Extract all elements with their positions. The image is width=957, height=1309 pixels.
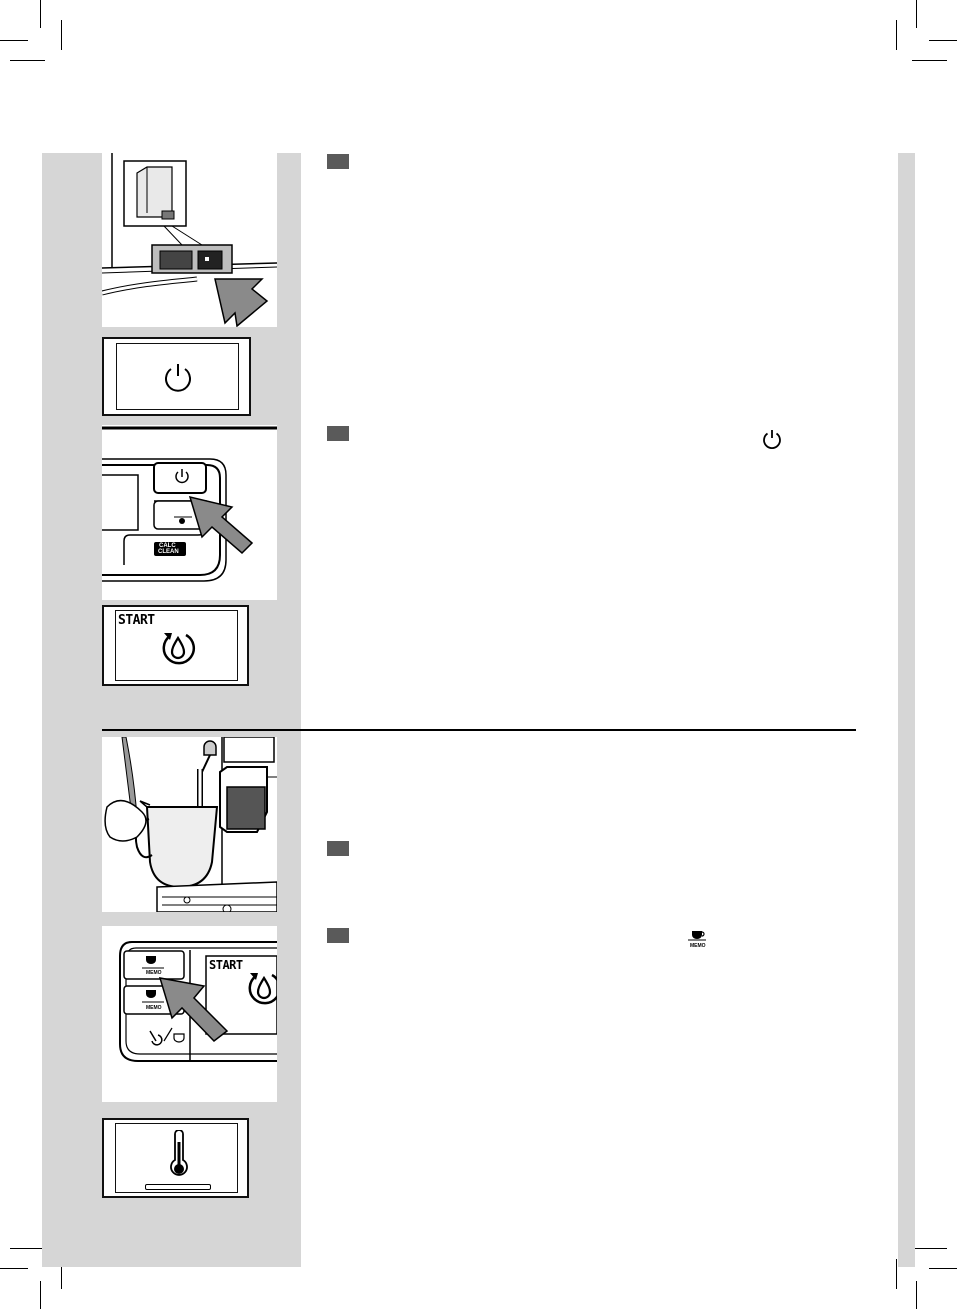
crop-mark [40,0,41,28]
crop-mark [929,40,957,41]
pointer-triangle [279,749,301,773]
memo-button-panel-illustration [102,926,277,1102]
step-number-box [327,928,349,943]
step-number-box [327,154,349,169]
crop-mark [0,40,28,41]
crop-mark [0,1268,28,1269]
crop-mark [912,1248,947,1249]
pointer-triangle [279,1118,301,1142]
power-switch-illustration [102,153,277,327]
crop-mark [912,60,947,61]
pointer-triangle [279,153,301,177]
lcd-display-start [102,605,249,686]
start-text: START [209,958,243,972]
power-symbol-icon [161,360,195,394]
step-number-box [327,841,349,856]
crop-mark [10,60,45,61]
memo-label-2: MEMO [146,1005,162,1011]
step-number-box [327,426,349,441]
refresh-water-drop-icon [158,627,198,667]
crop-mark [61,20,62,50]
progress-bar [145,1184,211,1190]
start-text: START [118,613,155,628]
crop-mark [896,1259,897,1289]
pointer-triangle [279,425,301,449]
lcd-display-power [102,337,251,416]
right-gray-strip [898,153,915,1267]
crop-mark [10,1248,45,1249]
lcd-display-thermometer [102,1118,249,1198]
crop-mark [916,0,917,28]
milk-jug-steam-wand-illustration [102,737,277,912]
section-divider [102,729,856,731]
thermometer-icon [168,1130,190,1180]
crop-mark [929,1268,957,1269]
pointer-triangle [279,338,301,362]
clean-label: CLEAN [158,549,179,555]
memo-cup-inline-icon [684,928,710,952]
power-inline-icon [760,427,784,451]
crop-mark [40,1281,41,1309]
pointer-triangle [279,926,301,950]
control-panel-power-button-illustration [102,425,277,600]
crop-mark [916,1281,917,1309]
memo-label-1: MEMO [146,970,162,976]
memo-inline-label: MEMO [690,943,706,949]
calc-label: CALC [159,543,176,549]
crop-mark [896,20,897,50]
